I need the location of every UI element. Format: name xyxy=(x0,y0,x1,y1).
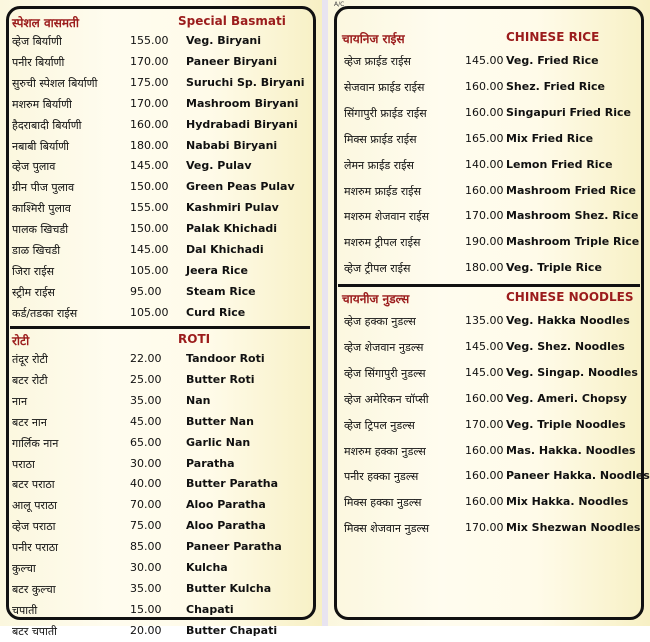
item-price: 160.00 xyxy=(130,117,169,131)
item-name-english: Shez. Fried Rice xyxy=(506,79,606,93)
menu-item-row xyxy=(0,475,322,495)
item-price: 85.00 xyxy=(130,540,162,554)
item-name-marathi: बटर कुल्चा xyxy=(12,582,56,596)
menu-item-row xyxy=(328,233,650,253)
item-price: 22.00 xyxy=(130,352,162,365)
item-name-marathi: मिक्स शेजवान नुडल्स xyxy=(344,522,430,536)
item-name-english: Mashroom Biryani xyxy=(186,96,299,110)
menu-item-row xyxy=(0,241,322,261)
menu-item-row xyxy=(0,371,322,391)
item-name-marathi: मिक्स फ्राईड राईस xyxy=(344,132,417,146)
item-name-english: Hydrabadi Biryani xyxy=(186,117,298,131)
item-name-english: Chapati xyxy=(186,602,234,616)
menu-item-row xyxy=(0,304,322,324)
menu-page-right xyxy=(328,0,650,626)
item-name-marathi: कुल्चा xyxy=(12,562,36,575)
item-price: 155.00 xyxy=(130,201,169,215)
item-price: 175.00 xyxy=(130,75,169,89)
section-header xyxy=(328,28,650,48)
item-name-english: Aloo Paratha xyxy=(186,498,266,512)
item-price: 150.00 xyxy=(130,222,169,236)
item-name-english: Suruchi Sp. Biryani xyxy=(186,75,305,89)
item-name-english: Curd Rice xyxy=(186,305,246,319)
section-title-english: ROTI xyxy=(178,332,211,346)
item-name-marathi: गार्लिक नान xyxy=(12,436,59,450)
item-name-english: Kulcha xyxy=(186,561,228,574)
menu-item-row xyxy=(0,157,322,177)
item-price: 170.00 xyxy=(130,54,169,68)
menu-item-row xyxy=(0,283,322,303)
item-name-marathi: मशरुम ट्रीपल राईस xyxy=(344,236,421,250)
section-header xyxy=(328,288,650,308)
item-price: 160.00 xyxy=(465,105,504,119)
item-name-marathi: व्हेज बिर्याणी xyxy=(12,35,62,48)
item-name-english: Veg. Triple Rice xyxy=(506,261,602,275)
item-price: 40.00 xyxy=(130,477,162,491)
item-price: 170.00 xyxy=(465,209,504,223)
section-title-english: CHINESE NOODLES xyxy=(506,290,634,304)
item-name-marathi: मशरुम शेजवान राईस xyxy=(344,210,430,224)
menu-item-row xyxy=(0,434,322,454)
item-name-english: Mashroom Shez. Rice xyxy=(506,209,639,223)
item-price: 35.00 xyxy=(130,393,162,407)
menu-item-row xyxy=(0,496,322,516)
item-name-marathi: व्हेज फ्राईड राईस xyxy=(344,55,411,68)
item-name-marathi: काश्मिरी पुलाव xyxy=(12,202,71,216)
item-price: 180.00 xyxy=(130,138,169,152)
item-name-marathi: पनीर हक्का नुडल्स xyxy=(344,470,419,484)
item-name-english: Tandoor Roti xyxy=(186,352,265,365)
menu-item-row xyxy=(0,116,322,136)
item-name-english: Mix Fried Rice xyxy=(506,131,594,145)
item-name-english: Butter Paratha xyxy=(186,477,278,491)
item-name-english: Mix Hakka. Noodles xyxy=(506,495,629,509)
item-name-marathi: नबाबी बिर्याणी xyxy=(12,139,70,153)
item-name-marathi: व्हेज ट्रिपल नुडल्स xyxy=(344,418,415,432)
item-name-marathi: सुरुची स्पेशल बिर्याणी xyxy=(12,76,98,90)
item-name-marathi: सेजवान फ्राईड राईस xyxy=(344,80,425,94)
item-price: 190.00 xyxy=(465,235,504,249)
item-name-english: Mashroom Triple Rice xyxy=(506,235,640,249)
item-price: 160.00 xyxy=(465,391,504,405)
item-name-marathi: कर्ड/तडका राईस xyxy=(12,306,78,320)
item-name-english: Lemon Fried Rice xyxy=(506,157,613,171)
item-price: 75.00 xyxy=(130,519,162,533)
item-name-marathi: व्हेज अमेरिकन चॉप्सी xyxy=(344,392,429,406)
item-price: 65.00 xyxy=(130,435,162,449)
item-name-marathi: मशरुम फ्राईड राईस xyxy=(344,184,422,198)
menu-item-row xyxy=(0,413,322,433)
item-price: 145.00 xyxy=(465,54,504,67)
item-price: 105.00 xyxy=(130,305,169,319)
item-price: 20.00 xyxy=(130,623,162,637)
item-name-marathi: स्ट्रीम राईस xyxy=(12,285,55,299)
menu-item-row xyxy=(0,74,322,94)
section-header xyxy=(0,330,322,350)
menu-item-row xyxy=(328,130,650,150)
menu-item-row xyxy=(328,207,650,227)
section-divider xyxy=(10,326,310,329)
menu-item-row xyxy=(328,156,650,176)
section-header xyxy=(0,12,322,32)
item-name-english: Mas. Hakka. Noodles xyxy=(506,443,636,457)
item-name-english: Veg. Triple Noodles xyxy=(506,417,626,431)
item-name-marathi: पालक खिचडी xyxy=(12,223,69,237)
item-name-english: Veg. Singap. Noodles xyxy=(506,365,638,379)
item-name-english: Garlic Nan xyxy=(186,435,251,449)
menu-item-row xyxy=(328,104,650,124)
item-name-english: Singapuri Fried Rice xyxy=(506,105,631,119)
menu-item-row xyxy=(0,559,322,579)
item-price: 35.00 xyxy=(130,581,162,595)
item-name-marathi: डाळ खिचडी xyxy=(12,244,61,257)
item-name-marathi: मिक्स हक्का नुडल्स xyxy=(344,496,422,510)
item-name-english: Veg. Biryani xyxy=(186,34,262,47)
item-name-english: Nababi Biryani xyxy=(186,138,278,152)
menu-item-row xyxy=(328,493,650,513)
item-price: 140.00 xyxy=(465,157,504,171)
item-name-english: Veg. Pulav xyxy=(186,159,252,173)
item-price: 145.00 xyxy=(465,365,504,379)
item-name-marathi: पनीर बिर्याणी xyxy=(12,55,65,69)
item-name-english: Dal Khichadi xyxy=(186,243,264,256)
item-name-english: Paratha xyxy=(186,456,235,470)
menu-item-row xyxy=(328,259,650,279)
item-name-english: Butter Chapati xyxy=(186,623,278,637)
item-price: 145.00 xyxy=(465,339,504,353)
item-name-english: Kashmiri Pulav xyxy=(186,201,279,215)
item-name-marathi: व्हेज हक्का नुडल्स xyxy=(344,315,416,328)
item-name-marathi: व्हेज शेजवान नुडल्स xyxy=(344,340,424,354)
menu-item-row xyxy=(0,95,322,115)
item-price: 160.00 xyxy=(465,495,504,509)
menu-item-row xyxy=(0,517,322,537)
item-price: 170.00 xyxy=(465,417,504,431)
menu-item-row xyxy=(328,467,650,487)
item-price: 70.00 xyxy=(130,498,162,512)
section-title-marathi: चायनीज नुडल्स xyxy=(342,292,410,306)
item-name-english: Paneer Biryani xyxy=(186,54,277,68)
item-name-english: Mix Shezwan Noodles xyxy=(506,521,641,535)
menu-item-row xyxy=(328,364,650,384)
menu-item-row xyxy=(0,538,322,558)
item-price: 150.00 xyxy=(130,180,169,194)
section-title-english: CHINESE RICE xyxy=(506,30,600,44)
item-name-marathi: जिरा राईस xyxy=(12,264,55,278)
item-price: 15.00 xyxy=(130,602,162,616)
item-name-marathi: लेमन फ्राईड राईस xyxy=(344,158,414,172)
item-price: 160.00 xyxy=(465,79,504,93)
item-name-marathi: बटर रोटी xyxy=(12,373,48,387)
menu-item-row xyxy=(0,622,322,642)
item-price: 160.00 xyxy=(465,443,504,457)
item-name-marathi: पराठा xyxy=(12,457,35,471)
item-price: 95.00 xyxy=(130,284,162,298)
item-name-marathi: नान xyxy=(12,394,28,408)
item-name-marathi: चपाती xyxy=(12,603,38,617)
section-divider xyxy=(338,284,640,287)
menu-item-row xyxy=(0,601,322,621)
item-name-english: Butter Roti xyxy=(186,372,255,386)
item-name-marathi: व्हेज सिंगापुरी नुडल्स xyxy=(344,366,426,380)
item-name-marathi: सिंगापुरी फ्राईड राईस xyxy=(344,106,427,120)
item-name-marathi: हैदराबादी बिर्याणी xyxy=(12,118,82,132)
menu-item-row xyxy=(328,52,650,72)
item-price: 30.00 xyxy=(130,456,162,470)
section-title-marathi: रोटी xyxy=(12,334,30,348)
menu-item-row xyxy=(0,137,322,157)
menu-item-row xyxy=(328,312,650,332)
menu-item-row xyxy=(328,519,650,539)
item-name-english: Veg. Shez. Noodles xyxy=(506,339,625,353)
item-name-english: Mashroom Fried Rice xyxy=(506,183,636,197)
item-name-english: Jeera Rice xyxy=(186,263,248,277)
item-name-english: Nan xyxy=(186,393,211,407)
item-price: 160.00 xyxy=(465,183,504,197)
menu-item-row xyxy=(0,262,322,282)
item-price: 155.00 xyxy=(130,34,169,47)
item-price: 180.00 xyxy=(465,261,504,275)
corner-label: A/C xyxy=(334,1,345,8)
item-price: 145.00 xyxy=(130,243,169,256)
item-name-english: Paneer Hakka. Noodles xyxy=(506,469,650,483)
menu-item-row xyxy=(0,178,322,198)
menu-item-row xyxy=(0,220,322,240)
item-name-english: Green Peas Pulav xyxy=(186,180,295,194)
item-name-marathi: ग्रीन पीज पुलाव xyxy=(12,181,75,195)
item-name-english: Aloo Paratha xyxy=(186,519,266,533)
item-price: 165.00 xyxy=(465,131,504,145)
item-name-english: Veg. Hakka Noodles xyxy=(506,314,630,327)
menu-item-row xyxy=(328,416,650,436)
menu-item-row xyxy=(0,32,322,52)
item-price: 45.00 xyxy=(130,414,162,428)
item-price: 170.00 xyxy=(130,96,169,110)
item-price: 30.00 xyxy=(130,561,162,574)
menu-item-row xyxy=(0,455,322,475)
section-title-english: Special Basmati xyxy=(178,14,286,28)
item-name-marathi: बटर चपाती xyxy=(12,624,58,638)
item-name-english: Steam Rice xyxy=(186,284,256,298)
item-price: 105.00 xyxy=(130,263,169,277)
item-name-marathi: मशरुम बिर्याणी xyxy=(12,97,72,111)
menu-item-row xyxy=(328,182,650,202)
menu-item-row xyxy=(328,442,650,462)
menu-item-row xyxy=(0,580,322,600)
menu-item-row xyxy=(328,390,650,410)
item-name-english: Butter Nan xyxy=(186,414,254,428)
item-name-english: Palak Khichadi xyxy=(186,222,278,236)
item-price: 135.00 xyxy=(465,314,504,327)
menu-item-row xyxy=(0,199,322,219)
item-price: 25.00 xyxy=(130,372,162,386)
item-name-english: Veg. Fried Rice xyxy=(506,54,599,67)
menu-item-row xyxy=(328,78,650,98)
item-name-marathi: व्हेज ट्रीपल राईस xyxy=(344,262,411,276)
item-name-marathi: बटर नान xyxy=(12,415,47,429)
item-name-marathi: मशरुम हक्का नुडल्स xyxy=(344,444,426,458)
item-price: 145.00 xyxy=(130,159,169,173)
item-price: 170.00 xyxy=(465,521,504,535)
item-name-marathi: व्हेज पराठा xyxy=(12,520,56,534)
menu-item-row xyxy=(0,350,322,370)
section-title-marathi: चायनिज राईस xyxy=(342,32,405,46)
item-name-marathi: व्हेज पुलाव xyxy=(12,160,56,174)
menu-item-row xyxy=(0,53,322,73)
item-name-marathi: तंदूर रोटी xyxy=(12,353,48,366)
item-name-english: Veg. Ameri. Chopsy xyxy=(506,391,627,405)
item-name-marathi: पनीर पराठा xyxy=(12,541,59,555)
item-name-english: Butter Kulcha xyxy=(186,581,272,595)
menu-page-left xyxy=(0,0,322,638)
item-price: 160.00 xyxy=(465,469,504,483)
menu-item-row xyxy=(328,338,650,358)
item-name-marathi: आलू पराठा xyxy=(12,499,58,513)
menu-item-row xyxy=(0,392,322,412)
section-title-marathi: स्पेशल वासमती xyxy=(12,16,79,30)
item-name-marathi: बटर पराठा xyxy=(12,478,55,492)
item-name-english: Paneer Paratha xyxy=(186,540,282,554)
